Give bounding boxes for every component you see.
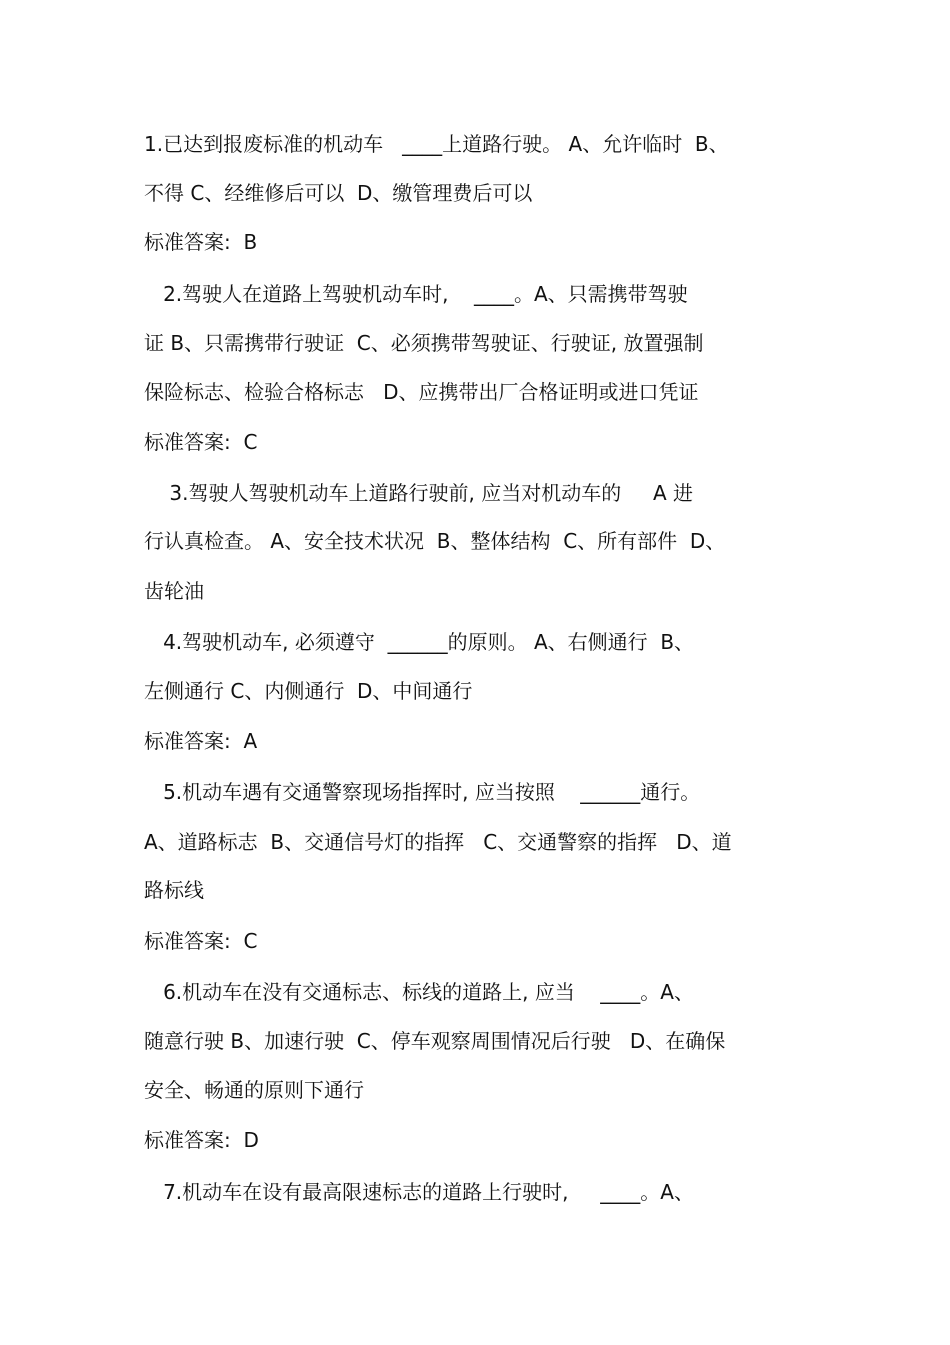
q2-line-3: 保险标志、检验合格标志 D、应携带出厂合格证明或进口凭证 (144, 380, 699, 404)
q5-answer: 标准答案: C (144, 929, 258, 953)
q4-answer: 标准答案: A (144, 729, 258, 753)
q2-line-1: 2.驾驶人在道路上驾驶机动车时, ____。A、只需携带驾驶 (144, 282, 688, 306)
q2-line-2: 证 B、只需携带行驶证 C、必须携带驾驶证、行驶证, 放置强制 (144, 331, 704, 355)
q6-answer: 标准答案: D (144, 1128, 259, 1152)
q2-answer: 标准答案: C (144, 430, 258, 454)
q6-line-2: 随意行驶 B、加速行驶 C、停车观察周围情况后行驶 D、在确保 (144, 1029, 726, 1053)
q5-line-1: 5.机动车遇有交通警察现场指挥时, 应当按照 ______通行。 (144, 780, 701, 804)
q5-line-3: 路标线 (144, 878, 204, 902)
q3-line-2: 行认真检查。 A、安全技术状况 B、整体结构 C、所有部件 D、 (144, 529, 726, 553)
q7-line-1: 7.机动车在设有最高限速标志的道路上行驶时, ____。A、 (144, 1180, 694, 1204)
q5-line-2: A、道路标志 B、交通信号灯的指挥 C、交通警察的指挥 D、道 (144, 830, 732, 854)
q6-line-3: 安全、畅通的原则下通行 (144, 1078, 364, 1102)
q1-line-1: 1.已达到报废标准的机动车 ____上道路行驶。 A、允许临时 B、 (144, 132, 729, 156)
q4-line-2: 左侧通行 C、内侧通行 D、中间通行 (144, 679, 473, 703)
q3-line-3: 齿轮油 (144, 579, 204, 603)
q3-line-1: 3.驾驶人驾驶机动车上道路行驶前, 应当对机动车的 A 进 (144, 481, 694, 505)
q1-answer: 标准答案: B (144, 230, 258, 254)
q6-line-1: 6.机动车在没有交通标志、标线的道路上, 应当 ____。A、 (144, 980, 694, 1004)
q4-line-1: 4.驾驶机动车, 必须遵守 ______的原则。 A、右侧通行 B、 (144, 630, 695, 654)
q1-line-2: 不得 C、经维修后可以 D、缴管理费后可以 (144, 181, 533, 205)
